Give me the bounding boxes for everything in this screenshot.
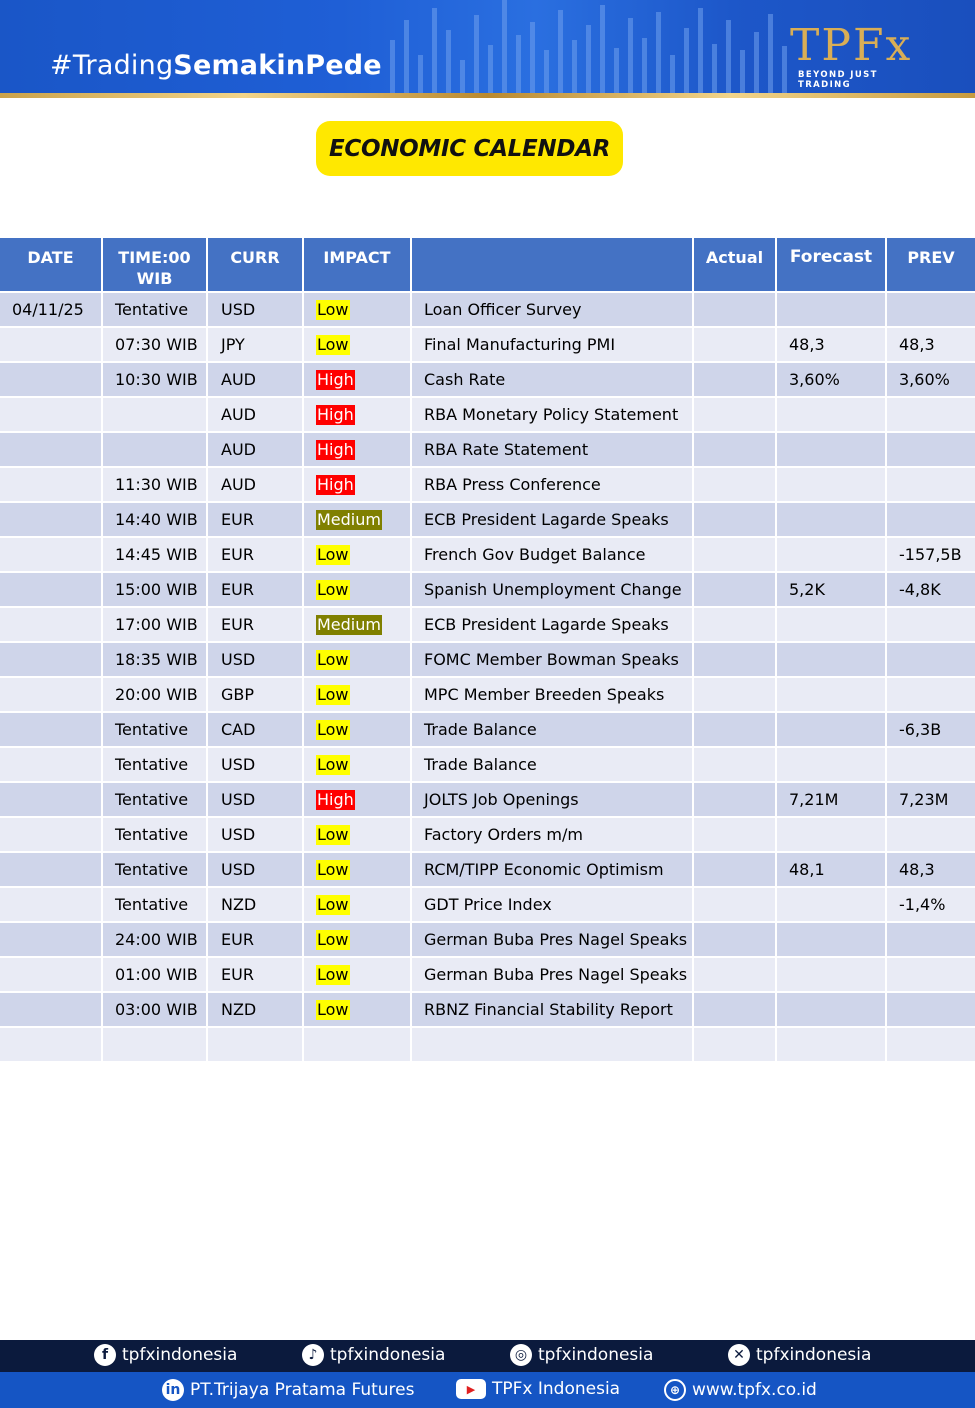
impact-badge: High [317,439,354,459]
table-row [0,433,975,468]
footer-instagram-link[interactable]: ◎ tpfxindonesia [510,1344,653,1366]
cell-forecast: 5,2K [777,573,887,608]
header-prev: PREV [887,238,975,293]
cell-prev [887,468,975,503]
table-row [0,328,975,363]
cell-date [0,888,103,923]
impact-badge: Low [317,754,349,774]
cell-event: FOMC Member Bowman Speaks [412,643,694,678]
facebook-icon: f [94,1344,116,1366]
table-row [0,818,975,853]
cell-actual [694,923,777,958]
cell-currency: USD [208,853,304,888]
cell-currency: USD [208,783,304,818]
cell-actual [694,433,777,468]
impact-badge: Low [317,929,349,949]
cell-date [0,783,103,818]
cell-impact [304,363,412,398]
cell-impact [304,678,412,713]
cell-time: Tentative [103,748,208,783]
cell-event: Cash Rate [412,363,694,398]
cell-prev: -6,3B [887,713,975,748]
table-row [0,398,975,433]
cell-forecast [777,1028,887,1063]
cell-date [0,468,103,503]
table-row [0,363,975,398]
cell-time: 03:00 WIB [103,993,208,1028]
logo-tagline: BEYOND JUST TRADING [798,70,878,90]
globe-icon: ⊕ [664,1379,686,1401]
impact-badge: High [317,474,354,494]
cell-event: Loan Officer Survey [412,293,694,328]
cell-forecast [777,923,887,958]
tiktok-icon: ♪ [302,1344,324,1366]
cell-impact [304,643,412,678]
table-row [0,293,975,328]
cell-event: ECB President Lagarde Speaks [412,608,694,643]
cell-impact [304,783,412,818]
cell-forecast [777,818,887,853]
cell-event: RBA Rate Statement [412,433,694,468]
cell-prev [887,608,975,643]
cell-time: 15:00 WIB [103,573,208,608]
cell-prev: -4,8K [887,573,975,608]
cell-event: Spanish Unemployment Change [412,573,694,608]
cell-currency: EUR [208,958,304,993]
table-row [0,783,975,818]
impact-badge: High [317,404,354,424]
footer-youtube-link[interactable]: ▶ TPFx Indonesia [456,1379,620,1399]
header-time: TIME:00 WIB [103,238,208,293]
impact-badge: Low [317,999,349,1019]
cell-time: 14:45 WIB [103,538,208,573]
cell-actual [694,993,777,1028]
cell-impact [304,328,412,363]
impact-badge: Low [317,859,349,879]
cell-event: RBA Press Conference [412,468,694,503]
cell-actual [694,573,777,608]
table-row [0,958,975,993]
cell-impact [304,398,412,433]
cell-currency: EUR [208,503,304,538]
table-row [0,608,975,643]
cell-impact [304,818,412,853]
cell-forecast [777,748,887,783]
cell-currency: AUD [208,363,304,398]
cell-actual [694,748,777,783]
table-row [0,888,975,923]
table-row [0,678,975,713]
table-row [0,993,975,1028]
cell-currency: USD [208,643,304,678]
impact-badge: Low [317,334,349,354]
gold-divider [0,93,975,98]
cell-event: RBA Monetary Policy Statement [412,398,694,433]
cell-event: JOLTS Job Openings [412,783,694,818]
cell-prev [887,818,975,853]
cell-prev [887,398,975,433]
footer-social-row [0,1340,975,1372]
cell-date [0,923,103,958]
cell-event: GDT Price Index [412,888,694,923]
page-title-text: ECONOMIC CALENDAR [328,135,611,162]
cell-impact [304,573,412,608]
cell-date [0,503,103,538]
cell-actual [694,1028,777,1063]
cell-currency: AUD [208,398,304,433]
cell-impact [304,1028,412,1063]
page-title [316,121,623,176]
cell-currency: USD [208,748,304,783]
cell-time: 10:30 WIB [103,363,208,398]
impact-badge: Low [317,719,349,739]
table-row [0,923,975,958]
cell-time [103,1028,208,1063]
cell-actual [694,853,777,888]
cell-impact [304,923,412,958]
chart-bars-decoration [380,0,800,98]
cell-impact [304,293,412,328]
cell-date [0,713,103,748]
cell-time: 17:00 WIB [103,608,208,643]
economic-calendar-table [0,238,975,1063]
impact-badge: High [317,369,354,389]
cell-prev: 48,3 [887,328,975,363]
cell-currency: CAD [208,713,304,748]
cell-currency: EUR [208,608,304,643]
header-impact: IMPACT [304,238,412,293]
table-row [0,713,975,748]
cell-impact [304,503,412,538]
table-row [0,573,975,608]
cell-actual [694,678,777,713]
impact-badge: Low [317,579,349,599]
cell-forecast: 48,3 [777,328,887,363]
cell-prev: -157,5B [887,538,975,573]
cell-forecast [777,608,887,643]
cell-date [0,643,103,678]
cell-impact [304,888,412,923]
table-row [0,643,975,678]
cell-event: Trade Balance [412,748,694,783]
cell-event: French Gov Budget Balance [412,538,694,573]
cell-actual [694,643,777,678]
cell-date [0,748,103,783]
cell-actual [694,783,777,818]
header-date: DATE [0,238,103,293]
cell-prev: -1,4% [887,888,975,923]
cell-impact [304,608,412,643]
cell-date [0,853,103,888]
cell-actual [694,713,777,748]
tpfx-logo [790,20,930,90]
impact-badge: Low [317,824,349,844]
cell-date [0,958,103,993]
cell-prev [887,293,975,328]
table-row [0,748,975,783]
cell-prev [887,993,975,1028]
table-header-row [0,238,975,293]
impact-badge: Low [317,544,349,564]
cell-prev [887,1028,975,1063]
cell-actual [694,538,777,573]
logo-wordmark: TPFx [790,20,913,71]
cell-actual [694,888,777,923]
cell-time: 14:40 WIB [103,503,208,538]
cell-prev: 7,23M [887,783,975,818]
cell-impact [304,468,412,503]
cell-event: German Buba Pres Nagel Speaks [412,923,694,958]
cell-actual [694,328,777,363]
hashtag-slogan: #TradingSemakinPede [50,50,382,81]
cell-actual [694,468,777,503]
footer-facebook-link[interactable]: f tpfxindonesia [94,1344,237,1366]
table-row [0,468,975,503]
cell-forecast [777,993,887,1028]
cell-time: Tentative [103,783,208,818]
cell-currency: USD [208,818,304,853]
cell-forecast: 7,21M [777,783,887,818]
cell-time: 11:30 WIB [103,468,208,503]
cell-currency [208,1028,304,1063]
table-row [0,503,975,538]
cell-event: MPC Member Breeden Speaks [412,678,694,713]
cell-date [0,398,103,433]
cell-currency: AUD [208,433,304,468]
cell-date [0,818,103,853]
cell-forecast [777,713,887,748]
cell-date [0,363,103,398]
cell-forecast: 3,60% [777,363,887,398]
cell-impact [304,993,412,1028]
cell-currency: NZD [208,993,304,1028]
cell-prev [887,503,975,538]
cell-currency: JPY [208,328,304,363]
footer-website-link[interactable]: ⊕ www.tpfx.co.id [664,1379,817,1401]
cell-currency: NZD [208,888,304,923]
cell-time [103,433,208,468]
cell-date [0,608,103,643]
cell-forecast [777,678,887,713]
cell-actual [694,363,777,398]
youtube-icon: ▶ [456,1379,486,1399]
impact-badge: Low [317,649,349,669]
cell-actual [694,608,777,643]
cell-time: 24:00 WIB [103,923,208,958]
cell-forecast [777,468,887,503]
cell-currency: GBP [208,678,304,713]
cell-time: 18:35 WIB [103,643,208,678]
cell-forecast [777,958,887,993]
cell-time: 20:00 WIB [103,678,208,713]
footer-tiktok-link[interactable]: ♪ tpfxindonesia [302,1344,445,1366]
cell-actual [694,818,777,853]
cell-date [0,433,103,468]
cell-forecast [777,398,887,433]
cell-time: Tentative [103,713,208,748]
cell-actual [694,503,777,538]
impact-badge: Low [317,299,349,319]
cell-time: 07:30 WIB [103,328,208,363]
cell-event: ECB President Lagarde Speaks [412,503,694,538]
footer-contact-row [0,1372,975,1408]
cell-actual [694,958,777,993]
impact-badge: Low [317,894,349,914]
cell-prev: 3,60% [887,363,975,398]
cell-time: Tentative [103,293,208,328]
table-row [0,538,975,573]
impact-badge: High [317,789,354,809]
cell-event: Trade Balance [412,713,694,748]
cell-date [0,328,103,363]
cell-impact [304,748,412,783]
cell-impact [304,853,412,888]
cell-time: Tentative [103,888,208,923]
header-forecast: Forecast [777,238,887,293]
cell-prev [887,643,975,678]
cell-date [0,538,103,573]
header-actual: Actual [694,238,777,293]
cell-prev [887,678,975,713]
cell-prev [887,433,975,468]
footer-x-link[interactable]: ✕ tpfxindonesia [728,1344,871,1366]
cell-date [0,993,103,1028]
cell-actual [694,293,777,328]
table-row [0,853,975,888]
cell-event: Final Manufacturing PMI [412,328,694,363]
cell-forecast [777,433,887,468]
cell-forecast [777,643,887,678]
cell-prev: 48,3 [887,853,975,888]
cell-date [0,1028,103,1063]
cell-prev [887,923,975,958]
cell-date [0,678,103,713]
impact-badge: Medium [317,614,381,634]
cell-forecast [777,293,887,328]
cell-prev [887,958,975,993]
table-row [0,1028,975,1063]
cell-event [412,1028,694,1063]
cell-time: Tentative [103,818,208,853]
header-currency: CURR [208,238,304,293]
cell-event: RBNZ Financial Stability Report [412,993,694,1028]
cell-impact [304,713,412,748]
cell-time [103,398,208,433]
cell-date [0,573,103,608]
cell-impact [304,958,412,993]
cell-impact [304,538,412,573]
impact-badge: Low [317,684,349,704]
cell-forecast [777,503,887,538]
x-icon: ✕ [728,1344,750,1366]
cell-currency: AUD [208,468,304,503]
cell-currency: USD [208,293,304,328]
cell-forecast [777,538,887,573]
linkedin-icon: in [162,1379,184,1401]
cell-actual [694,398,777,433]
cell-time: Tentative [103,853,208,888]
cell-event: German Buba Pres Nagel Speaks [412,958,694,993]
cell-currency: EUR [208,538,304,573]
impact-badge: Medium [317,509,381,529]
cell-currency: EUR [208,923,304,958]
footer-linkedin-link[interactable]: in PT.Trijaya Pratama Futures [162,1379,414,1401]
cell-forecast [777,888,887,923]
cell-impact [304,433,412,468]
header-event [412,238,694,293]
cell-time: 01:00 WIB [103,958,208,993]
table-body [0,293,975,1063]
cell-forecast: 48,1 [777,853,887,888]
cell-event: Factory Orders m/m [412,818,694,853]
cell-prev [887,748,975,783]
cell-currency: EUR [208,573,304,608]
instagram-icon: ◎ [510,1344,532,1366]
impact-badge: Low [317,964,349,984]
cell-date: 04/11/25 [0,293,103,328]
cell-event: RCM/TIPP Economic Optimism [412,853,694,888]
header-banner [0,0,975,98]
